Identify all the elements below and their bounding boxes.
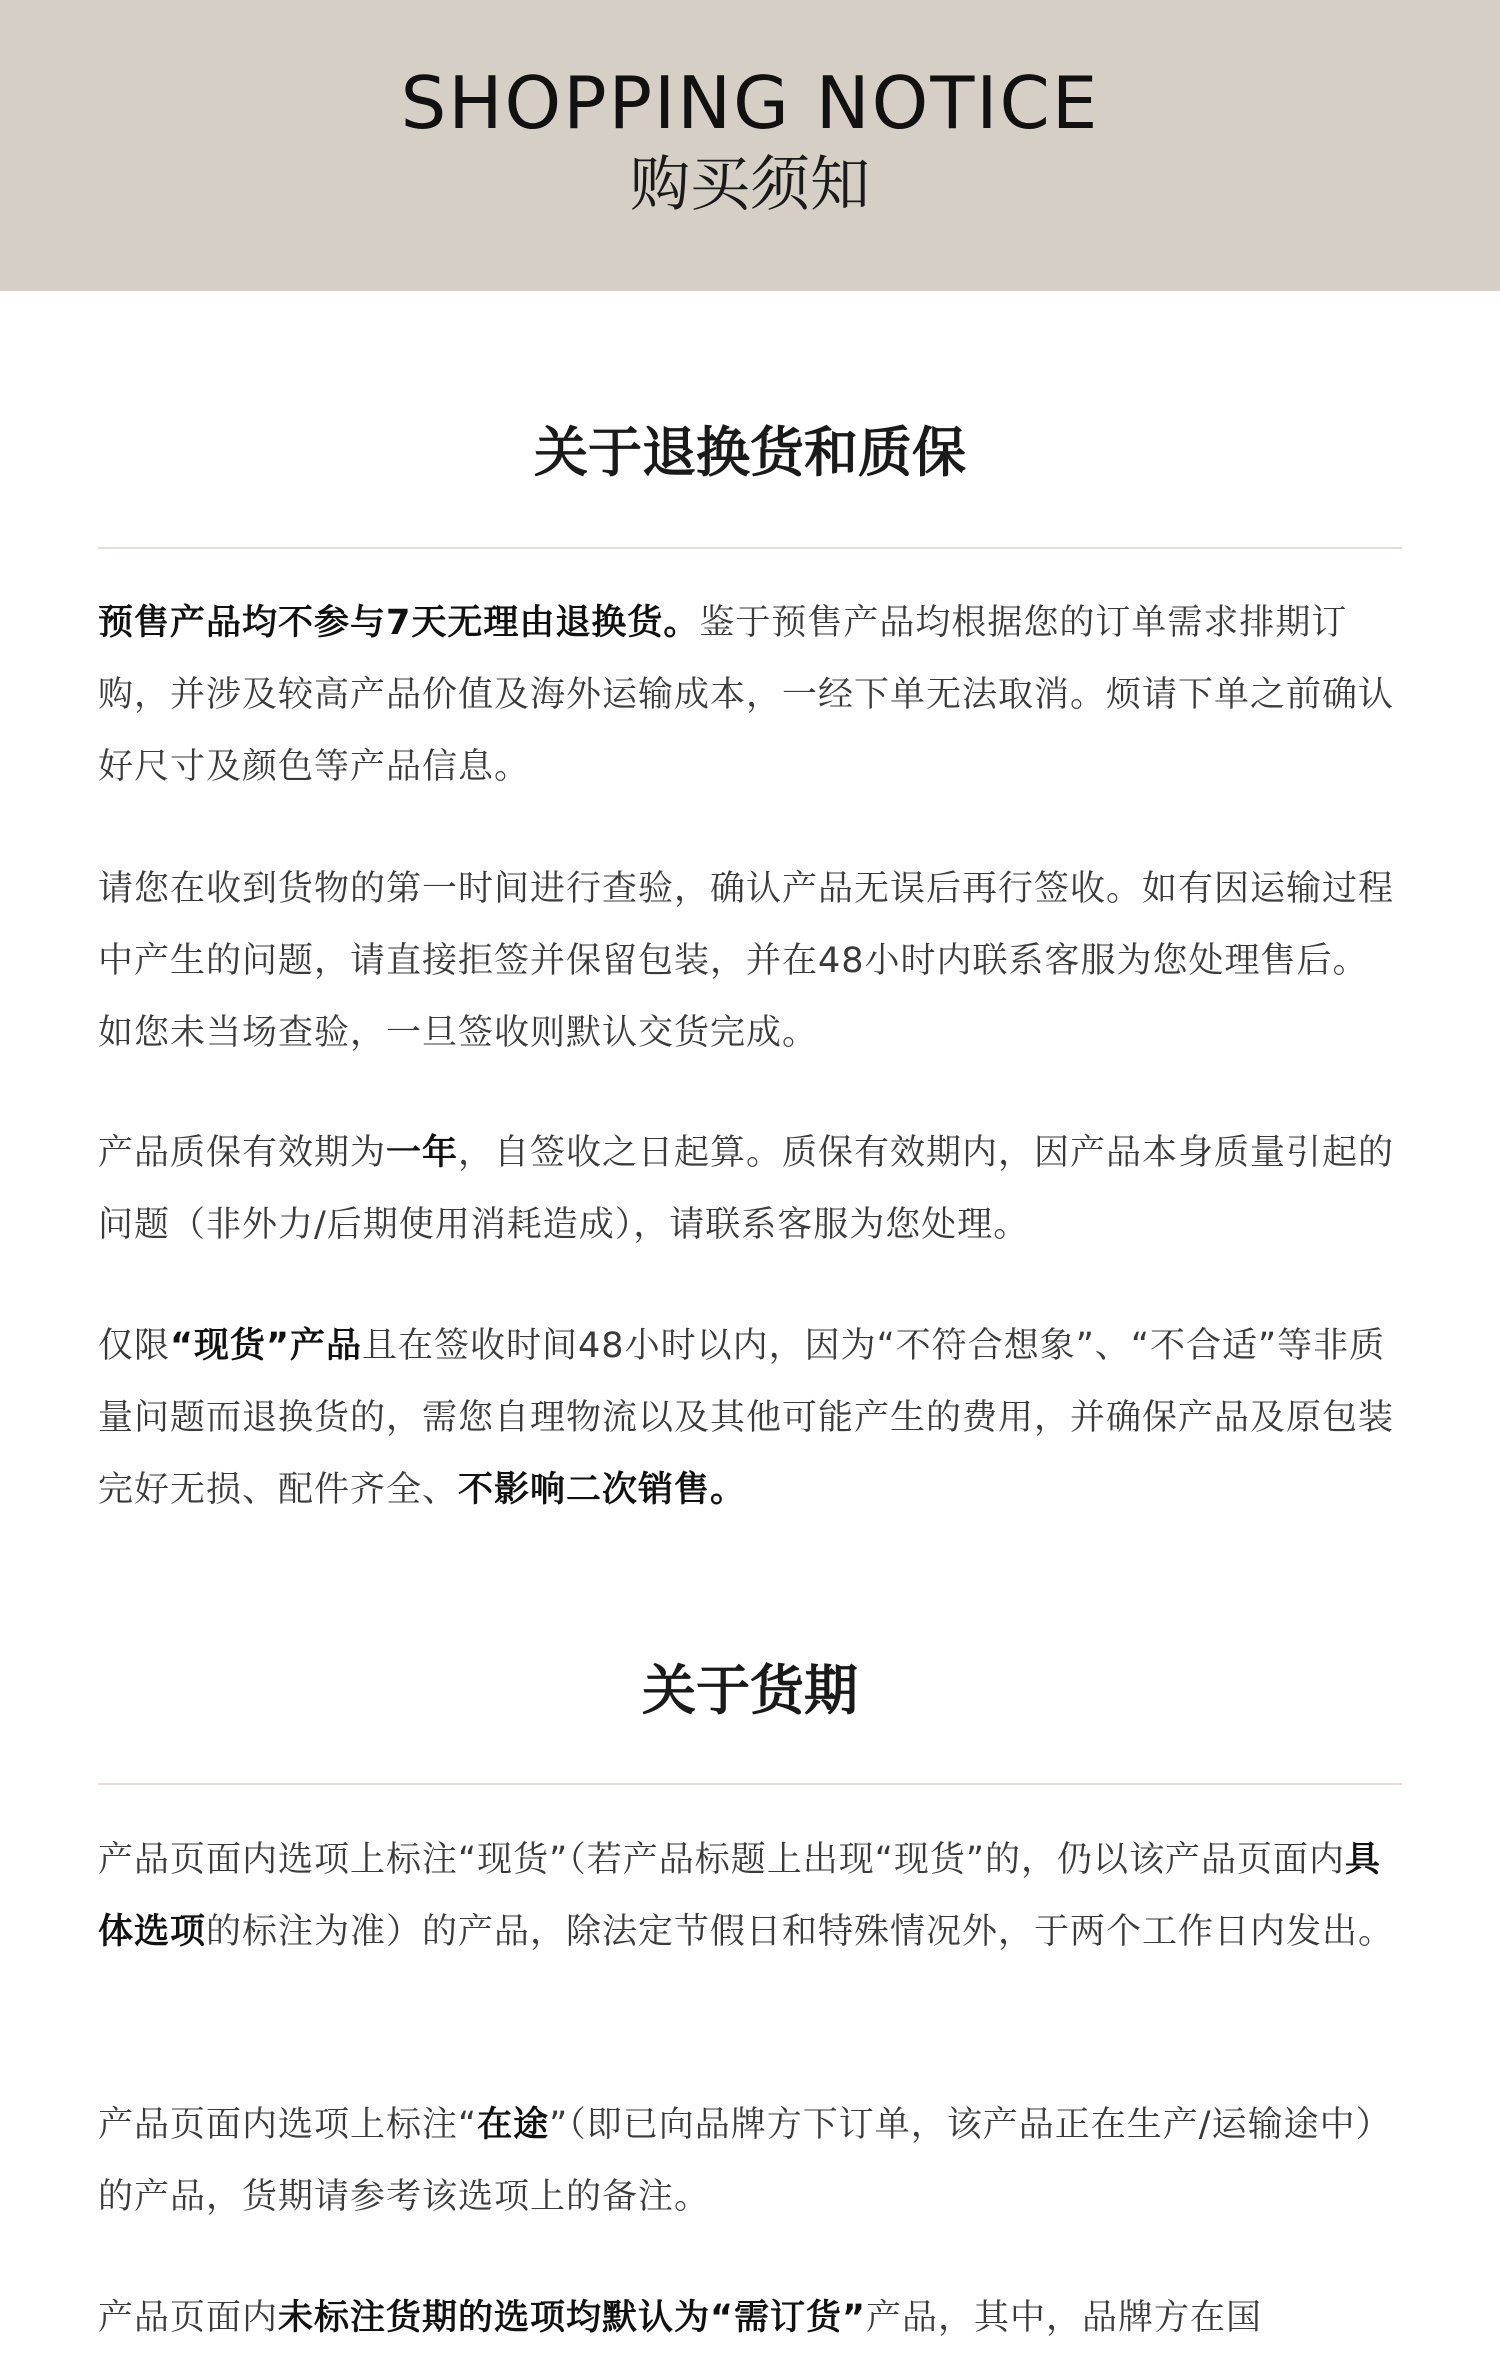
paragraph-text: 仅限 [98,1326,171,1366]
paragraph-text: 产品页面内 [98,2298,279,2338]
bold-text: “现货”产品 [170,1326,363,1366]
paragraph-text: 且在签收时间48小时以内，因为“不符合想象”、“不合适”等非质量问题而退换货的，需您自理物流以及其他可能产生的费用，并确保产品及原包装完好无损、配件齐全、 [98,1326,1395,1510]
paragraph-order-required [98,2282,1402,2354]
section-divider [98,547,1402,549]
bold-text: 预售产品均不参与7天无理由退换货。 [98,603,700,643]
bold-text: 具体选项 [98,1840,1382,1952]
paragraph-text: 的标注为准）的产品，除法定节假日和特殊情况外，于两个工作日内发出。 [206,1912,1395,1952]
bold-text: 不影响二次销售。 [458,1470,747,1510]
paragraph-instock-delivery [98,1824,1402,1968]
paragraph-text: 请您在收到货物的第一时间进行查验，确认产品无误后再行签收。如有因运输过程中产生的问题，请直接拒签并保留包装，并在48小时内联系客服为您处理售后。如您未当场查验，一旦签收则默认交货完成。 [98,869,1395,1053]
header-title-zh: 购买须知 [630,150,870,220]
header-title-en: SHOPPING NOTICE [400,61,1100,145]
paragraph-in-transit [98,2089,1402,2233]
header-banner [0,0,1500,291]
section-title-returns: 关于退换货和质保 [534,421,966,484]
paragraph-warranty [98,1117,1402,1261]
paragraph-text: 产品质保有效期为 [98,1133,387,1173]
paragraph-text: 产品页面内选项上标注“ [98,2105,478,2145]
paragraph-instock-returns [98,1310,1402,1526]
paragraph-text: 产品，其中，品牌方在国 [866,2298,1263,2338]
bold-text: 未标注货期的选项均默认为“需订货” [278,2298,867,2338]
paragraph-inspection [98,853,1402,1069]
paragraph-presale [98,587,1402,803]
paragraph-text: ，自签收之日起算。质保有效期内，因产品本身质量引起的问题（非外力/后期使用消耗造成），请联系客服为您处理。 [98,1133,1395,1245]
paragraph-text: 鉴于预售产品均根据您的订单需求排期订购，并涉及较高产品价值及海外运输成本，一经下单无法取消。烦请下单之前确认好尺寸及颜色等产品信息。 [98,603,1395,787]
bold-text: 在途 [477,2105,550,2145]
paragraph-text: 产品页面内选项上标注“现货”（若产品标题上出现“现货”的，仍以该产品页面内 [98,1840,1346,1880]
section-divider [98,1783,1402,1785]
section-title-delivery: 关于货期 [642,1659,858,1722]
paragraph-text: ”（即已向品牌方下订单，该产品正在生产/运输途中）的产品，货期请参考该选项上的备注。 [98,2105,1392,2217]
bold-text: 一年 [386,1133,459,1173]
